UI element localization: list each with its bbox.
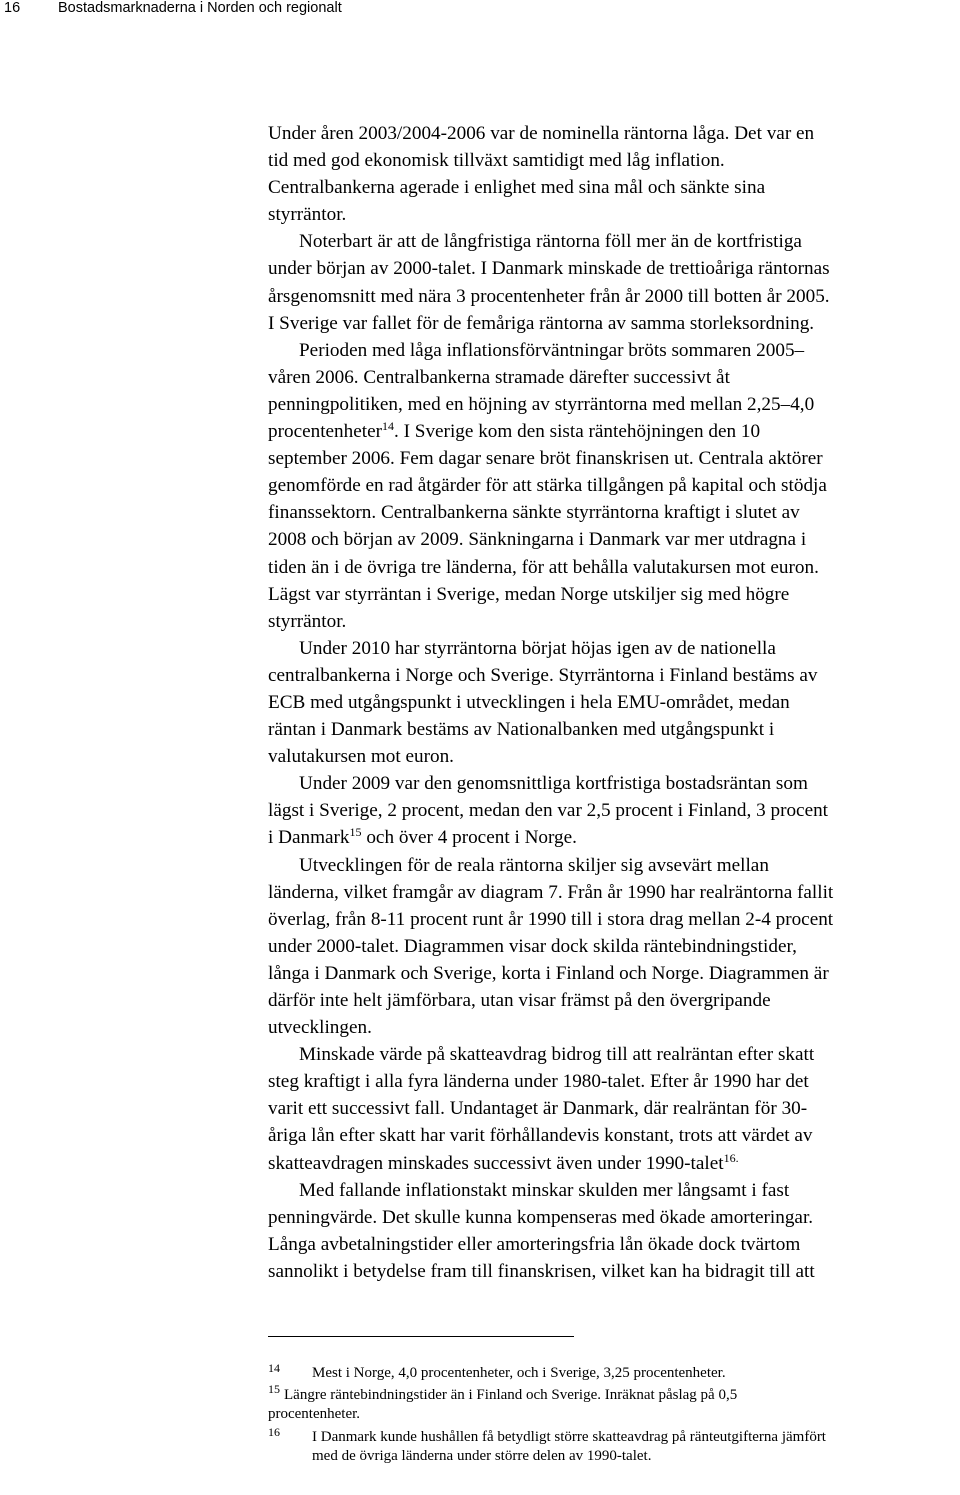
text-line: genomförde en rad åtgärder för att stärka tillgången på kapital och stödja [268,475,827,497]
text-line [268,418,960,445]
text-fragment: . I Sverige kom den sista räntehöjningen den 10 [394,421,761,443]
text-line: Centralbankerna agerade i enlighet med sina mål och sänkte sina [268,177,766,199]
footnote-separator [268,1336,574,1337]
footnote-marker: 15 [268,1382,280,1396]
footnote-text: med de övriga länderna under större delen av 1990-talet. [312,1448,652,1464]
footnote-text: Mest i Norge, 4,0 procentenheter, och i Sverige, 3,25 procentenheter. [312,1365,726,1381]
text-line [268,1150,960,1177]
text-fragment: procentenheter [268,421,382,443]
text-line: sannolikt i betydelse fram till finanskrisen, vilket kan ha bidragit till att [268,1260,815,1282]
text-line: steg kraftigt i alla fyra länderna under 1980-talet. Efter år 1990 har det [268,1071,809,1093]
text-line: utvecklingen. [268,1017,372,1039]
text-line: styrräntor. [268,610,347,632]
text-line: långa i Danmark och Sverige, korta i Finland och Norge. Diagrammen är [268,962,829,984]
text-line: penningvärde. Det skulle kunna kompenseras med ökade amorteringar. [268,1206,814,1228]
text-fragment: och över 4 procent i Norge. [361,827,577,849]
text-line: lägst i Sverige, 2 procent, medan den var 2,5 procent i Finland, 3 procent [268,800,829,822]
footnote-marker: 14 [268,1361,280,1375]
text-line: varit ett successivt fall. Undantaget är Danmark, där realräntan för 30- [268,1098,808,1120]
text-line: Under åren 2003/2004-2006 var de nominella räntorna låga. Det var en [268,123,815,144]
page-header [0,0,960,20]
footnotes [268,1361,960,1466]
text-line: centralbankerna i Norge och Sverige. Styrräntorna i Finland bestäms av [268,664,818,686]
footnote-15 [268,1382,960,1424]
text-line: länderna, vilket framgår av diagram 7. Från år 1990 har realräntorna fallit [268,881,834,903]
footnote-14 [268,1361,960,1383]
text-line: Under 2010 har styrräntorna börjat höjas igen av de nationella [299,637,776,659]
footnote-ref-16[interactable]: 16. [723,1150,739,1165]
text-line: finanssektorn. Centralbankerna sänkte styrräntorna kraftigt i slutet av [268,502,800,524]
text-line: tiden än i de övriga tre länderna, för att behålla valutakursen mot euron. [268,556,819,578]
text-line [268,824,960,851]
footnote-marker: 16 [268,1425,280,1439]
footnote-ref-15[interactable]: 15 [349,825,362,840]
text-line: Noterbart är att de långfristiga räntorna föll mer än de kortfristiga [299,231,802,253]
text-line: styrräntor. [268,204,347,226]
text-line: därför inte helt jämförbara, utan visar främst på den övergripande [268,990,771,1011]
text-line: Långa avbetalningstider eller amorteringsfria lån ökade dock tvärtom [268,1233,801,1255]
page-number: 16 [4,0,21,16]
text-line: åriga lån efter skatt har varit förhållandevis konstant, trots att värdet av [268,1125,813,1147]
text-fragment: i Danmark [268,827,350,849]
running-title: Bostadsmarknaderna i Norden och regionalt [58,0,342,16]
text-line: under början av 2000-talet. I Danmark minskade de trettioåriga räntornas [268,258,830,280]
text-line: våren 2006. Centralbankerna stramade därefter successivt åt [268,366,730,388]
text-line: Minskade värde på skatteavdrag bidrog till att realräntan efter skatt [299,1044,815,1066]
text-line: Utvecklingen för de reala räntorna skiljer sig avsevärt mellan [299,854,769,876]
text-line: överlag, från 8-11 procent runt år 1990 till i stora drag mellan 2-4 procent [268,908,834,930]
text-line: 2008 och början av 2009. Sänkningarna i Danmark var mer utdragna i [268,529,807,551]
text-line: september 2006. Fem dagar senare bröt finanskrisen ut. Centrala aktörer [268,448,823,470]
text-line: räntan i Danmark bestäms av Nationalbanken med utgångspunkt i [268,719,775,741]
text-line: Perioden med låga inflationsförväntningar bröts sommaren 2005– [299,339,805,361]
text-line: ECB med utgångspunkt i utvecklingen i hela EMU-området, medan [268,691,790,713]
text-line: Lägst var styrräntan i Sverige, medan Norge utskiljer sig med högre [268,583,790,605]
footnote-text: I Danmark kunde hushållen få betydligt större skatteavdrag på ränteutgifterna jämfört [312,1429,826,1445]
text-line: I Sverige var fallet för de femåriga räntorna av samma storleksordning. [268,312,815,334]
text-fragment: skatteavdragen minskades successivt även under 1990-talet [268,1152,724,1174]
footnote-text: procentenheter. [268,1406,361,1422]
text-line: Under 2009 var den genomsnittliga kortfristiga bostadsräntan som [299,773,808,795]
footnote-text: Längre räntebindningstider än i Finland och Sverige. Inräknat påslag på 0,5 [284,1387,738,1403]
text-line: tid med god ekonomisk tillväxt samtidigt med låg inflation. [268,150,725,172]
text-line: årsgenomsnitt med nära 3 procentenheter från år 2000 till botten år 2005. [268,285,830,307]
footnote-ref-14[interactable]: 14 [382,419,394,434]
text-line: penningpolitiken, med en höjning av styrräntorna med mellan 2,25–4,0 [268,393,815,415]
text-line: valutakursen mot euron. [268,746,454,768]
text-line: Med fallande inflationstakt minskar skulden mer långsamt i fast [299,1179,790,1201]
text-line: under 2000-talet. Diagrammen visar dock skilda räntebindningstider, [268,935,797,957]
body-text [268,120,960,1285]
footnote-16 [268,1425,960,1466]
